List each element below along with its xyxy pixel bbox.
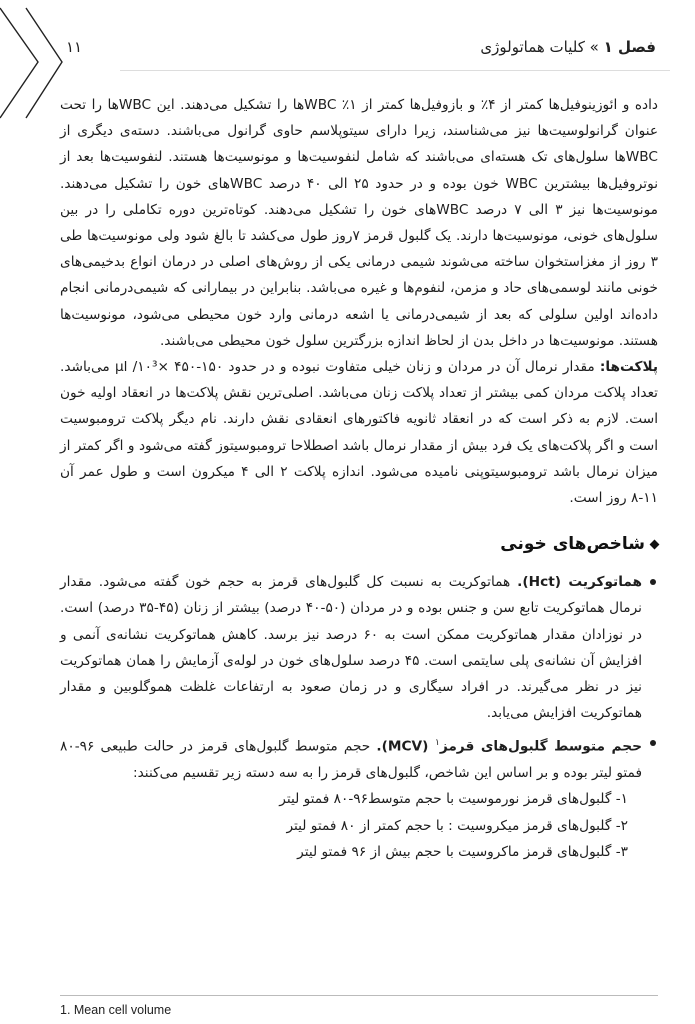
rbc-classification-list: [60, 786, 658, 865]
paragraph-platelets: [60, 354, 658, 511]
bullet-hematocrit: [60, 569, 658, 726]
platelet-text: مقدار نرمال آن در مردان و زنان خیلی متفاوت نبوده و در حدود ۱۵۰-۴۵۰ ×۱۰³/ µl می‌باشد. تعداد پلاکت مردان کمی بیشتر از تعداد پلاکت زنان می‌باشد. اصلی‌ترین نقش پلاکت‌ها در انعقاد اولیه خون است. لازم به ذکر است که در انعقاد ثانویه فاکتورهای انعقادی نقش دارند. نام دیگر پلاکت ترومبوسیت است و اگر پلاکت‌های یک فرد بیش از مقدار نرمال باشد اصطلاحا ترومبوسیتوز گفته می‌شود و اگر کمتر از میزان نرمال باشد ترومبوسیتوپنی نامیده می‌شود. اندازه پلاکت ۲ الی ۴ میکرون است و طول عمر آن ۱۱-۸ روز است.: [60, 359, 659, 507]
chapter-label: فصل ۱: [603, 38, 656, 56]
chapter-heading: [480, 38, 656, 56]
page-number: ۱۱: [66, 38, 83, 56]
list-item: ۱- گلبول‌های قرمز نورموسیت با حجم متوسط۹۶-۸۰ فمتو لیتر: [279, 791, 628, 808]
diamond-bullet-icon: [650, 539, 660, 549]
chapter-separator: »: [589, 38, 599, 56]
list-item: ۳- گلبول‌های قرمز ماکروسیت با حجم بیش از ۹۶ فمتو لیتر: [297, 843, 628, 860]
mcv-term: حجم متوسط گلبول‌های قرمز: [439, 739, 642, 756]
platelet-term: پلاکت‌ها:: [599, 359, 659, 376]
hct-text: هماتوکریت به نسبت کل گلبول‌های قرمز به حجم خون گفته می‌شود. مقدار نرمال هماتوکریت تابع سن و جنس بوده و در مردان (۵۰-۴۰ درصد) بیشتر از زنان (۴۵-۳۵ درصد) است. در نوزادان مقدار هماتوکریت ممکن است به ۶۰ درصد نیز برسد. کاهش هماتوکریت نشانه‌ی آنمی و افزایش آن نشانه‌ی پلی سایتمی است. ۴۵ درصد سلول‌های خون در لوله‌ی آزمایش را همان هماتوکریت نیز در نظر می‌گیرند. در افراد سیگاری و در زمان صعود به ارتفاعات غلظت هموگلوبین و مقدار هماتوکریت افزایش می‌یابد.: [60, 574, 642, 722]
footnote-rule: [60, 995, 658, 996]
section-heading: [60, 529, 658, 559]
chapter-title: کلیات هماتولوژی: [480, 38, 585, 56]
mcv-abbreviation: (MCV).: [376, 739, 435, 756]
footnote: 1. Mean cell volume: [60, 1003, 172, 1017]
bullet-mcv: [60, 730, 658, 786]
paragraph-wbc: داده و ائوزینوفیل‌ها کمتر از ۴٪ و بازوفیل‌ها کمتر از ۱٪ WBCها را تشکیل می‌دهند. این WBCها را تحت عنوان گرانولوسیت‌ها نیز می‌شناسند، زیرا دارای سیتوپلاسم حاوی گرانول می‌باشند. دسته‌ی دیگری از WBCها سلول‌های تک هسته‌ای می‌باشند که شامل لنفوسیت‌ها و مونوسیت‌ها هستند. لنفوسیت‌ها بعد از نوتروفیل‌ها بیشترین WBC خون بوده و در حدود ۲۵ الی ۴۰ درصد WBCهای خون را تشکیل می‌دهند. مونوسیت‌ها نیز ۳ الی ۷ درصد WBCهای خون را تشکیل می‌دهند. کوتاه‌ترین دوره تکاملی را در بین سلول‌های خونی، مونوسیت‌ها دارند. یک گلبول قرمز ۷روز طول می‌کشد تا بالغ شود ولی مونوسیت‌ها طی ۳ روز از مغزاستخوان ساخته می‌شوند شیمی درمانی یکی از روش‌های اصلی در درمان انواع بدخیمی‌های خونی مانند لوسمی‌های حاد و مزمن، لنفوم‌ها و غیره می‌باشد. بنابراین در بیمارانی که شیمی‌درمانی انجام داده‌اند اولین سلولی که بعد از شیمی‌درمانی یا اشعه درمانی وارد خون محیطی می‌شود، مونوسیت‌ها هستند. مونوسیت‌ها در داخل بدن از لحاظ اندازه بزرگترین سلول خون محیطی می‌باشند.: [60, 97, 659, 349]
page-header: [66, 34, 656, 60]
hct-term: هماتوکریت (Hct).: [517, 574, 642, 591]
mcv-text: حجم متوسط گلبول‌های قرمز در حالت طبیعی ۹۶-۸۰ فمتو لیتر بوده و بر اساس این شاخص، گلبول‌های قرمز را به سه دسته زیر تقسیم می‌کنند:: [60, 739, 642, 782]
page-body: [60, 92, 658, 865]
section-title: شاخص‌های خونی: [500, 534, 645, 555]
header-rule: [120, 70, 670, 71]
list-item: ۲- گلبول‌های قرمز میکروسیت : با حجم کمتر از ۸۰ فمتو لیتر: [286, 817, 628, 834]
mcv-footnote-marker: ۱: [434, 738, 440, 749]
